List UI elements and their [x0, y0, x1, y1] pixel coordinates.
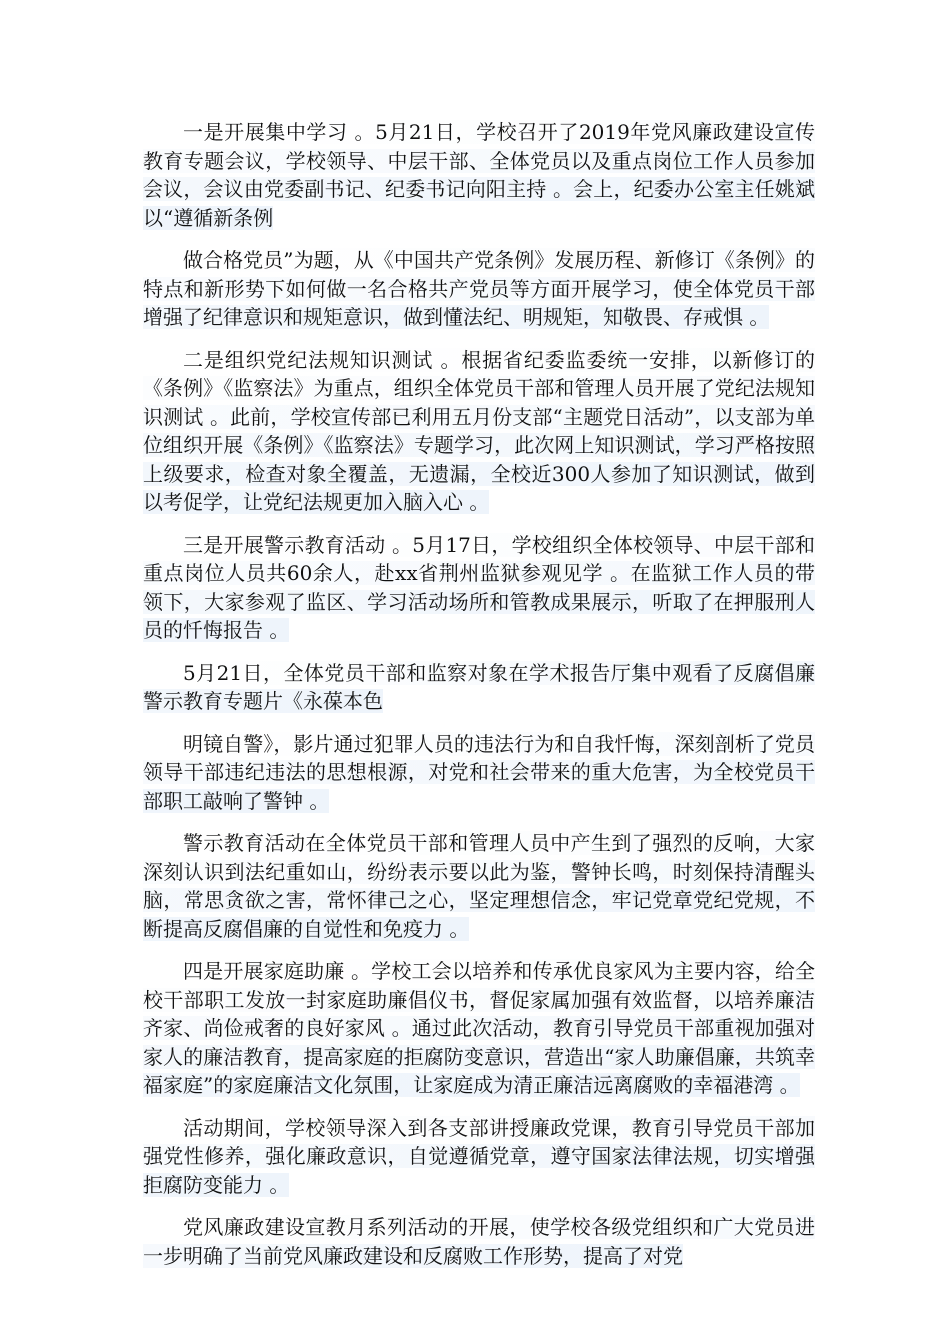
paragraph-6: [143, 730, 815, 816]
document-body: [143, 118, 815, 1284]
paragraph-4-text: 三是开展警示教育活动 。5月17日，学校组织全体校领导、中层干部和重点岗位人员共60余人，赴xx省荆州监狱参观见学 。在监狱工作人员的带领下，大家参观了监区、学习活动场所和管教成果展示，听取了在押服刑人员的忏悔报告 。: [143, 532, 815, 642]
paragraph-7-text: 警示教育活动在全体党员干部和管理人员中产生到了强烈的反响，大家深刻认识到法纪重如山，纷纷表示要以此为鉴，警钟长鸣，时刻保持清醒头脑，常思贪欲之害，常怀律己之心，坚定理想信念，牢记党章党纪党规，不断提高反腐倡廉的自觉性和免疫力 。: [143, 831, 815, 941]
paragraph-1: [143, 118, 815, 232]
paragraph-2-text: 做合格党员”为题，从《中国共产党条例》发展历程、新修订《条例》的特点和新形势下如何做一名合格共产党员等方面开展学习，使全体党员干部增强了纪律意识和规矩意识，做到懂法纪、明规矩，知敬畏、存戒惧 。: [143, 248, 815, 329]
paragraph-5: [143, 659, 815, 716]
paragraph-5-text: 5月21日，全体党员干部和监察对象在学术报告厅集中观看了反腐倡廉警示教育专题片《永葆本色: [143, 660, 815, 713]
paragraph-7: [143, 829, 815, 943]
paragraph-1-text: 一是开展集中学习 。5月21日，学校召开了2019年党风廉政建设宣传教育专题会议，学校领导、中层干部、全体党员以及重点岗位工作人员参加会议，会议由党委副书记、纪委书记向阳主持 。会上，纪委办公室主任姚斌以“遵循新条例: [143, 120, 815, 230]
paragraph-3-text: 二是组织党纪法规知识测试 。根据省纪委监委统一安排，以新修订的《条例》《监察法》为重点，组织全体党员干部和管理人员开展了党纪法规知识测试 。此前，学校宣传部已利用五月份支部“主题党日活动”，以支部为单位组织开展《条例》《监察法》专题学习，此次网上知识测试，学习严格按照上级要求，检查对象全覆盖，无遗漏，全校近300人参加了知识测试，做到以考促学，让党纪法规更加入脑入心 。: [143, 347, 815, 514]
paragraph-8-text: 四是开展家庭助廉 。学校工会以培养和传承优良家风为主要内容，给全校干部职工发放一封家庭助廉倡仪书，督促家属加强有效监督，以培养廉洁齐家、尚俭戒奢的良好家风 。通过此次活动，教育引导党员干部重视加强对家人的廉洁教育，提高家庭的拒腐防变意识，营造出“家人助廉倡廉，共筑幸福家庭”的家庭廉洁文化氛围，让家庭成为清正廉洁远离腐败的幸福港湾 。: [143, 959, 815, 1097]
paragraph-10-text: 党风廉政建设宣教月系列活动的开展，使学校各级党组织和广大党员进一步明确了当前党风廉政建设和反腐败工作形势，提高了对党: [143, 1215, 815, 1268]
paragraph-6-text: 明镜自警》，影片通过犯罪人员的违法行为和自我忏悔，深刻剖析了党员领导干部违纪违法的思想根源，对党和社会带来的重大危害，为全校党员干部职工敲响了警钟 。: [143, 731, 815, 813]
paragraph-10: [143, 1213, 815, 1270]
paragraph-3: [143, 346, 815, 517]
paragraph-8: [143, 957, 815, 1100]
paragraph-2: [143, 246, 815, 332]
paragraph-9-text: 活动期间，学校领导深入到各支部讲授廉政党课，教育引导党员干部加强党性修养，强化廉政意识，自觉遵循党章，遵守国家法律法规，切实增强拒腐防变能力 。: [143, 1115, 815, 1197]
paragraph-9: [143, 1114, 815, 1200]
paragraph-4: [143, 531, 815, 645]
